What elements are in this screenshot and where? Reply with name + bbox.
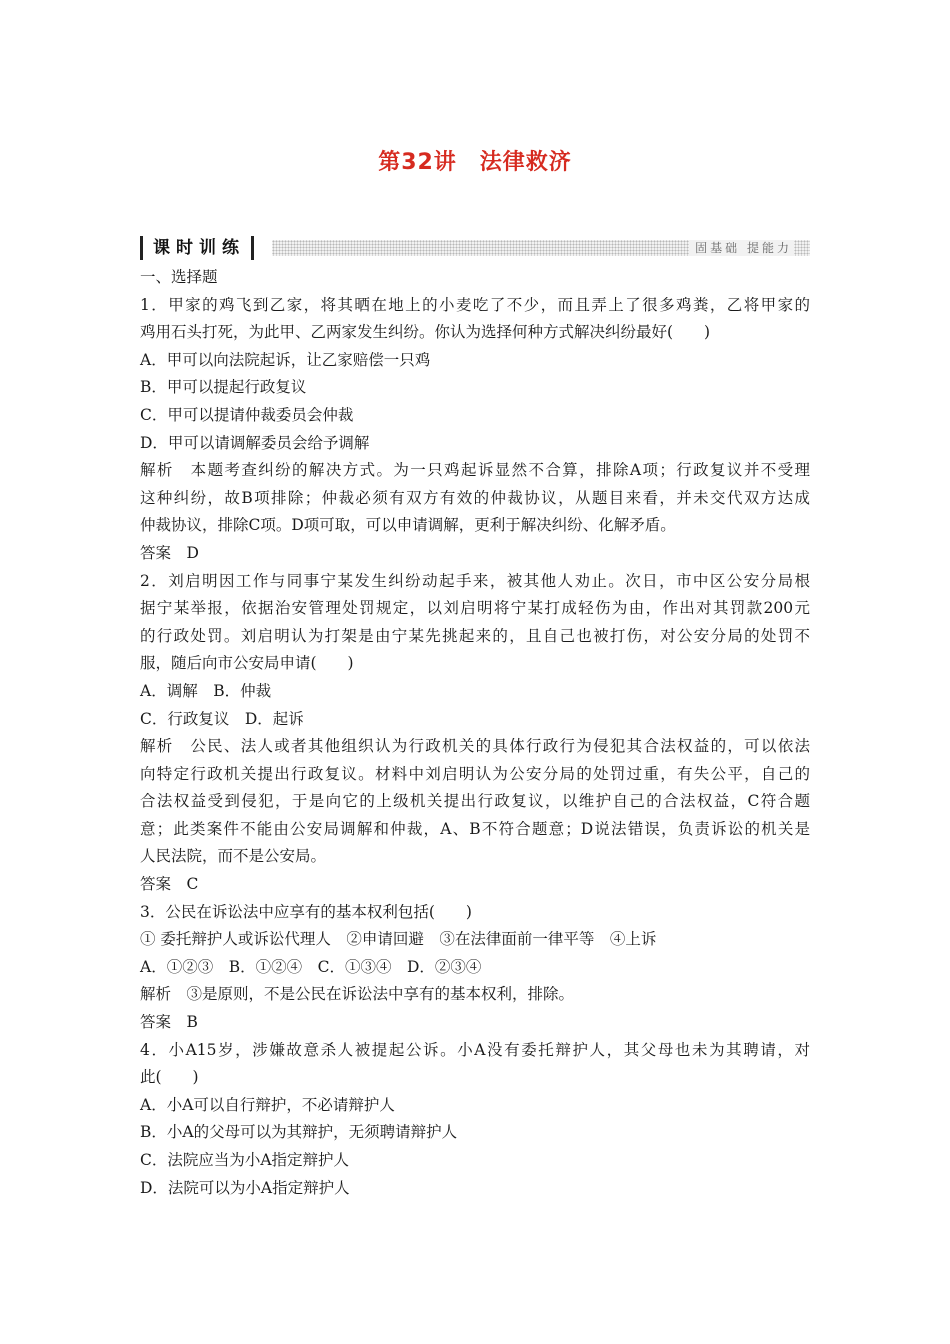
text-line: 2．刘启明因工作与同事宁某发生纠纷动起手来，被其他人劝止。次日，市中区公安分局根 [140, 571, 810, 590]
text-line: B．甲可以提起行政复议 [140, 378, 307, 397]
document-body [140, 264, 810, 1202]
text-line: A．小A可以自行辩护，不必请辩护人 [140, 1095, 395, 1114]
text-line: 服，随后向市公安局申请( ) [140, 654, 354, 673]
text-line: 的行政处罚。刘启明认为打架是由宁某先挑起来的，且自己也被打伤，对公安分局的处罚不 [140, 626, 810, 645]
text-line: 解析 公民、法人或者其他组织认为行政机关的具体行政行为侵犯其合法权益的，可以依法 [140, 737, 810, 756]
text-line: 4．小A15岁，涉嫌故意杀人被提起公诉。小A没有委托辩护人，其父母也未为其聘请，对 [140, 1040, 810, 1059]
text-line: 解析 ③是原则，不是公民在诉讼法中享有的基本权利，排除。 [140, 985, 575, 1004]
text-line: 答案 C [140, 875, 199, 894]
section-header-bar [140, 236, 810, 260]
text-line: 一、选择题 [140, 268, 218, 286]
text-line: 解析 本题考查纠纷的解决方式。为一只鸡起诉显然不合算，排除A项；行政复议并不受理 [140, 461, 810, 480]
text-line: 3．公民在诉讼法中应享有的基本权利包括( ) [140, 902, 472, 921]
section-header-tagline: 固基础 提能力 [689, 240, 794, 256]
text-line: A．①②③ B．①②④ C．①③④ D．②③④ [140, 957, 482, 976]
text-line: 答案 B [140, 1013, 198, 1032]
text-line: 据宁某举报，依据治安管理处罚规定，以刘启明将宁某打成轻伤为由，作出对其罚款200元 [140, 599, 810, 618]
text-line: A．调解 B．仲裁 [140, 681, 272, 700]
text-line: D．法院可以为小A指定辩护人 [140, 1178, 350, 1197]
text-line: C．行政复议 D．起诉 [140, 709, 304, 728]
text-line: 意；此类案件不能由公安局调解和仲裁，A、B不符合题意；D说法错误，负责诉讼的机关是 [140, 819, 810, 838]
text-line: A．甲可以向法院起诉，让乙家赔偿一只鸡 [140, 350, 431, 369]
text-line: B．小A的父母可以为其辩护，无须聘请辩护人 [140, 1123, 458, 1142]
page-title: 第32讲 法律救济 [378, 150, 572, 175]
text-line: ① 委托辩护人或诉讼代理人 ②申请回避 ③在法律面前一律平等 ④上诉 [140, 930, 657, 949]
text-line: 答案 D [140, 543, 199, 562]
text-line: 人民法院，而不是公安局。 [140, 847, 327, 866]
text-line: 仲裁协议，排除C项。D项可取，可以申请调解，更利于解决纠纷、化解矛盾。 [140, 516, 676, 535]
text-line: C．法院应当为小A指定辩护人 [140, 1151, 350, 1169]
text-line: 这种纠纷，故B项排除；仲裁必须有双方有效的仲裁协议，从题目来看，并未交代双方达成 [140, 488, 810, 507]
text-line: C．甲可以提请仲裁委员会仲裁 [140, 405, 354, 424]
text-line: 鸡用石头打死，为此甲、乙两家发生纠纷。你认为选择何种方式解决纠纷最好( ) [140, 323, 711, 342]
section-header-label: 课时训练 [140, 236, 254, 260]
text-line: 1．甲家的鸡飞到乙家，将其晒在地上的小麦吃了不少，而且弄上了很多鸡粪，乙将甲家的 [140, 295, 810, 314]
text-line: 向特定行政机关提出行政复议。材料中刘启明认为公安分局的处罚过重，有失公平，自己的 [140, 764, 810, 783]
text-line: D．甲可以请调解委员会给予调解 [140, 433, 370, 452]
text-line: 此( ) [140, 1068, 199, 1087]
text-line: 合法权益受到侵犯，于是向它的上级机关提出行政复议，以维护自己的合法权益，C符合题 [140, 792, 810, 811]
